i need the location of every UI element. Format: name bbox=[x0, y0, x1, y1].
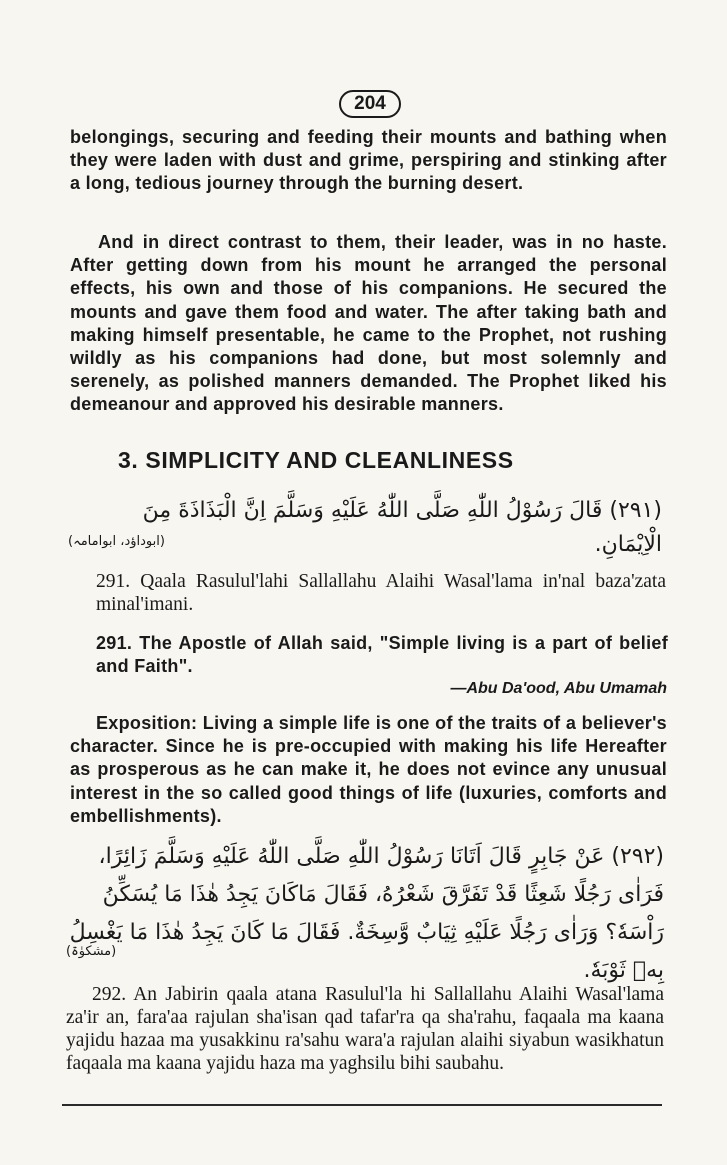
exposition-label: Exposition: bbox=[96, 713, 198, 733]
hadith-291-source: (ابوداؤد، ابوامامہ) bbox=[68, 534, 165, 549]
paragraph-belongings: belongings, securing and feeding their mounts and bathing when they were laden with dust and grime, perspiring and stinking after a long, tedious journey through the burning desert. bbox=[70, 127, 667, 194]
hadith-291-arabic: (۲۹۱) قَالَ رَسُوْلُ اللّٰهِ صَلَّى اللّٰهُ عَلَيْهِ وَسَلَّمَ اِنَّ الْبَذَاذَةَ مِنَ الْاِيْمَانِ. bbox=[142, 498, 662, 557]
hadith-291-transliteration: 291. Qaala Rasulul'lahi Sallallahu Alaihi Wasal'lama in'nal baza'zata minal'imani. bbox=[96, 571, 666, 615]
hadith-291-attribution: —Abu Da'ood, Abu Umamah bbox=[450, 680, 667, 697]
page-number: 204 bbox=[339, 90, 401, 118]
bottom-divider bbox=[62, 1104, 662, 1106]
paragraph-leader: And in direct contrast to them, their leader, was in no haste. After getting down from his mount he arranged the personal effects, his own and those of his companions. He secured the mounts and gave them food and water. The after taking bath and making himself presentable, he came to the Prophet, not rushing wildly as his companions had done, but most solemnly and serenely, as polished manners demanded. The Prophet liked his demeanour and approved his desirable manners. bbox=[70, 232, 667, 415]
hadith-292-arabic: (۲۹۲) عَنْ جَابِرٍ قَالَ اَتَانَا رَسُوْلُ اللّٰهِ صَلَّى اللّٰهُ عَلَيْهِ وَسَلَّمَ زَائِرًا، فَرَاٰى رَجُلًا شَعِثًا قَدْ تَفَرَّقَ شَعْرُهُ، فَقَالَ مَاكَانَ يَجِدُ هٰذَا مَا يُسَكِّنُ رَاْسَهٗ؟ وَرَاٰى رَجُلًا عَلَيْهِ ثِيَابٌ وَّسِخَةٌ. فَقَالَ مَا كَانَ يَجِدُ هٰذَا مَا يَغْسِلُ بِهٖ ثَوْبَهٗ. bbox=[69, 844, 664, 983]
hadith-292-source: (مشکوٰۃ) bbox=[66, 944, 117, 959]
hadith-291-translation: 291. The Apostle of Allah said, "Simple living is a part of belief and Faith". bbox=[96, 633, 668, 677]
exposition-paragraph bbox=[70, 712, 667, 828]
section-heading: 3. SIMPLICITY AND CLEANLINESS bbox=[118, 447, 514, 473]
exposition-text: Living a simple life is one of the traits of a believer's character. Since he is pre-occupied with making his life Hereafter as prosperous as he can make it, he does not evince any unusual interest in the so called good things of life (luxuries, comforts and embellishments). bbox=[70, 713, 667, 826]
hadith-292-transliteration: 292. An Jabirin qaala atana Rasulul'la hi Sallallahu Alaihi Wasal'lama za'ir an, fara'aa rajulan sha'isan qad tafar'ra qa sha'rahu, faqaala ma kaana yajidu hazaa ma yusakkinu ra'sahu wara'a rajulan alaihi siyabun wasikhatun faqaala ma kaana yajidu haza ma yaghsilu bihi saubahu. bbox=[66, 984, 664, 1074]
